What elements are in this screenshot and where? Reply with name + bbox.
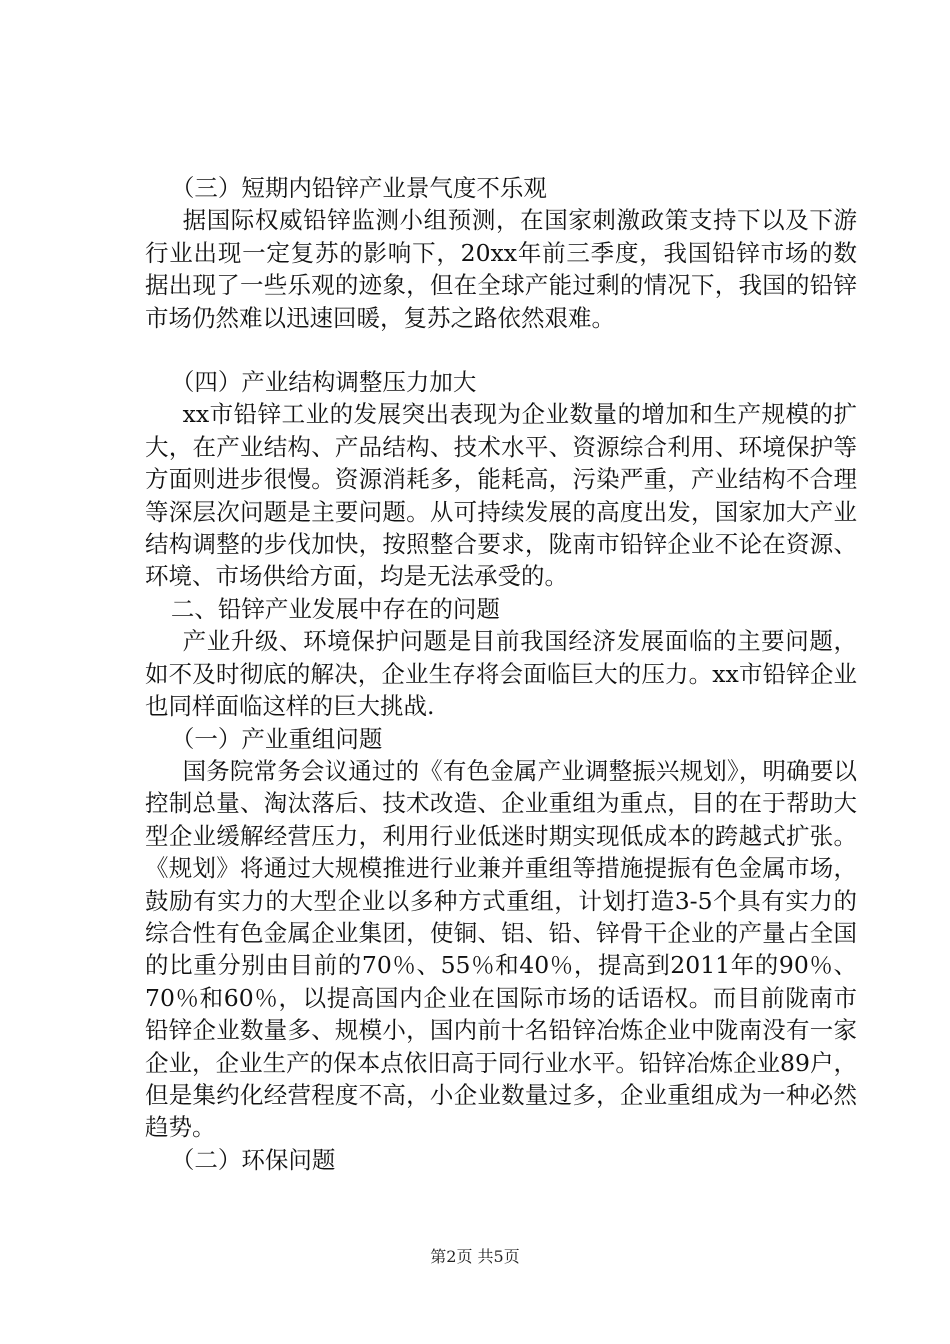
page-number-footer: 第2页 共5页 xyxy=(430,1247,520,1266)
section-heading-4: （四）产业结构调整压力加大 xyxy=(170,368,477,397)
section-heading-2: （二）环保问题 xyxy=(170,1145,336,1174)
section-heading-3: （三）短期内铅锌产业景气度不乐观 xyxy=(170,174,547,202)
section-paragraph-4: xx市铅锌工业的发展突出表现为企业数量的增加和生产规模的扩大，在产业结构、产品结构、技术水平、资源综合利用、环境保护等方面则进步很慢。资源消耗多，能耗高，污染严重，产业结构不合理等深层次问题是主要问题。从可持续发展的高度出发，国家加大产业结构调整的步伐加快，按照整合要求，陇南市铅锌企业不论在资源、环境、市场供给方面，均是无法承受的。 xyxy=(145,400,857,591)
section-heading-1: （一）产业重组问题 xyxy=(170,724,383,753)
chapter-heading-2: 二、铅锌产业发展中存在的问题 xyxy=(170,594,500,623)
paragraph-gap xyxy=(145,334,857,366)
section-paragraph-1: 国务院常务会议通过的《有色金属产业调整振兴规划》，明确要以控制总量、淘汰落后、技术改造、企业重组为重点，目的在于帮助大型企业缓解经营压力，利用行业低迷时期实现低成本的跨越式扩张。《规划》将通过大规模推进行业兼并重组等措施提振有色金属市场，鼓励有实力的大型企业以多种方式重组，计划打造3-5个具有实力的综合性有色金属企业集团，使铜、铝、铅、锌骨干企业的产量占全国的比重分别由目前的70％、55％和40％，提高到2011年的90％、70％和60％，以提高国内企业在国际市场的话语权。而目前陇南市铅锌企业数量多、规模小，国内前十名铅锌冶炼企业中陇南没有一家企业，企业生产的保本点依旧高于同行业水平。铅锌冶炼企业89户，但是集约化经营程度不高，小企业数量过多，企业重组成为一种必然趋势。 xyxy=(145,756,857,1142)
chapter-paragraph-2: 产业升级、环境保护问题是目前我国经济发展面临的主要问题，如不及时彻底的解决，企业生存将会面临巨大的压力。xx市铅锌企业也同样面临这样的巨大挑战. xyxy=(145,627,857,721)
section-paragraph-3: 据国际权威铅锌监测小组预测，在国家刺激政策支持下以及下游行业出现一定复苏的影响下，20xx年前三季度，我国铅锌市场的数据出现了一些乐观的迹象，但在全球产能过剩的情况下，我国的铅锌市场仍然难以迅速回暖，复苏之路依然艰难。 xyxy=(145,206,857,332)
document-body xyxy=(145,172,857,1176)
